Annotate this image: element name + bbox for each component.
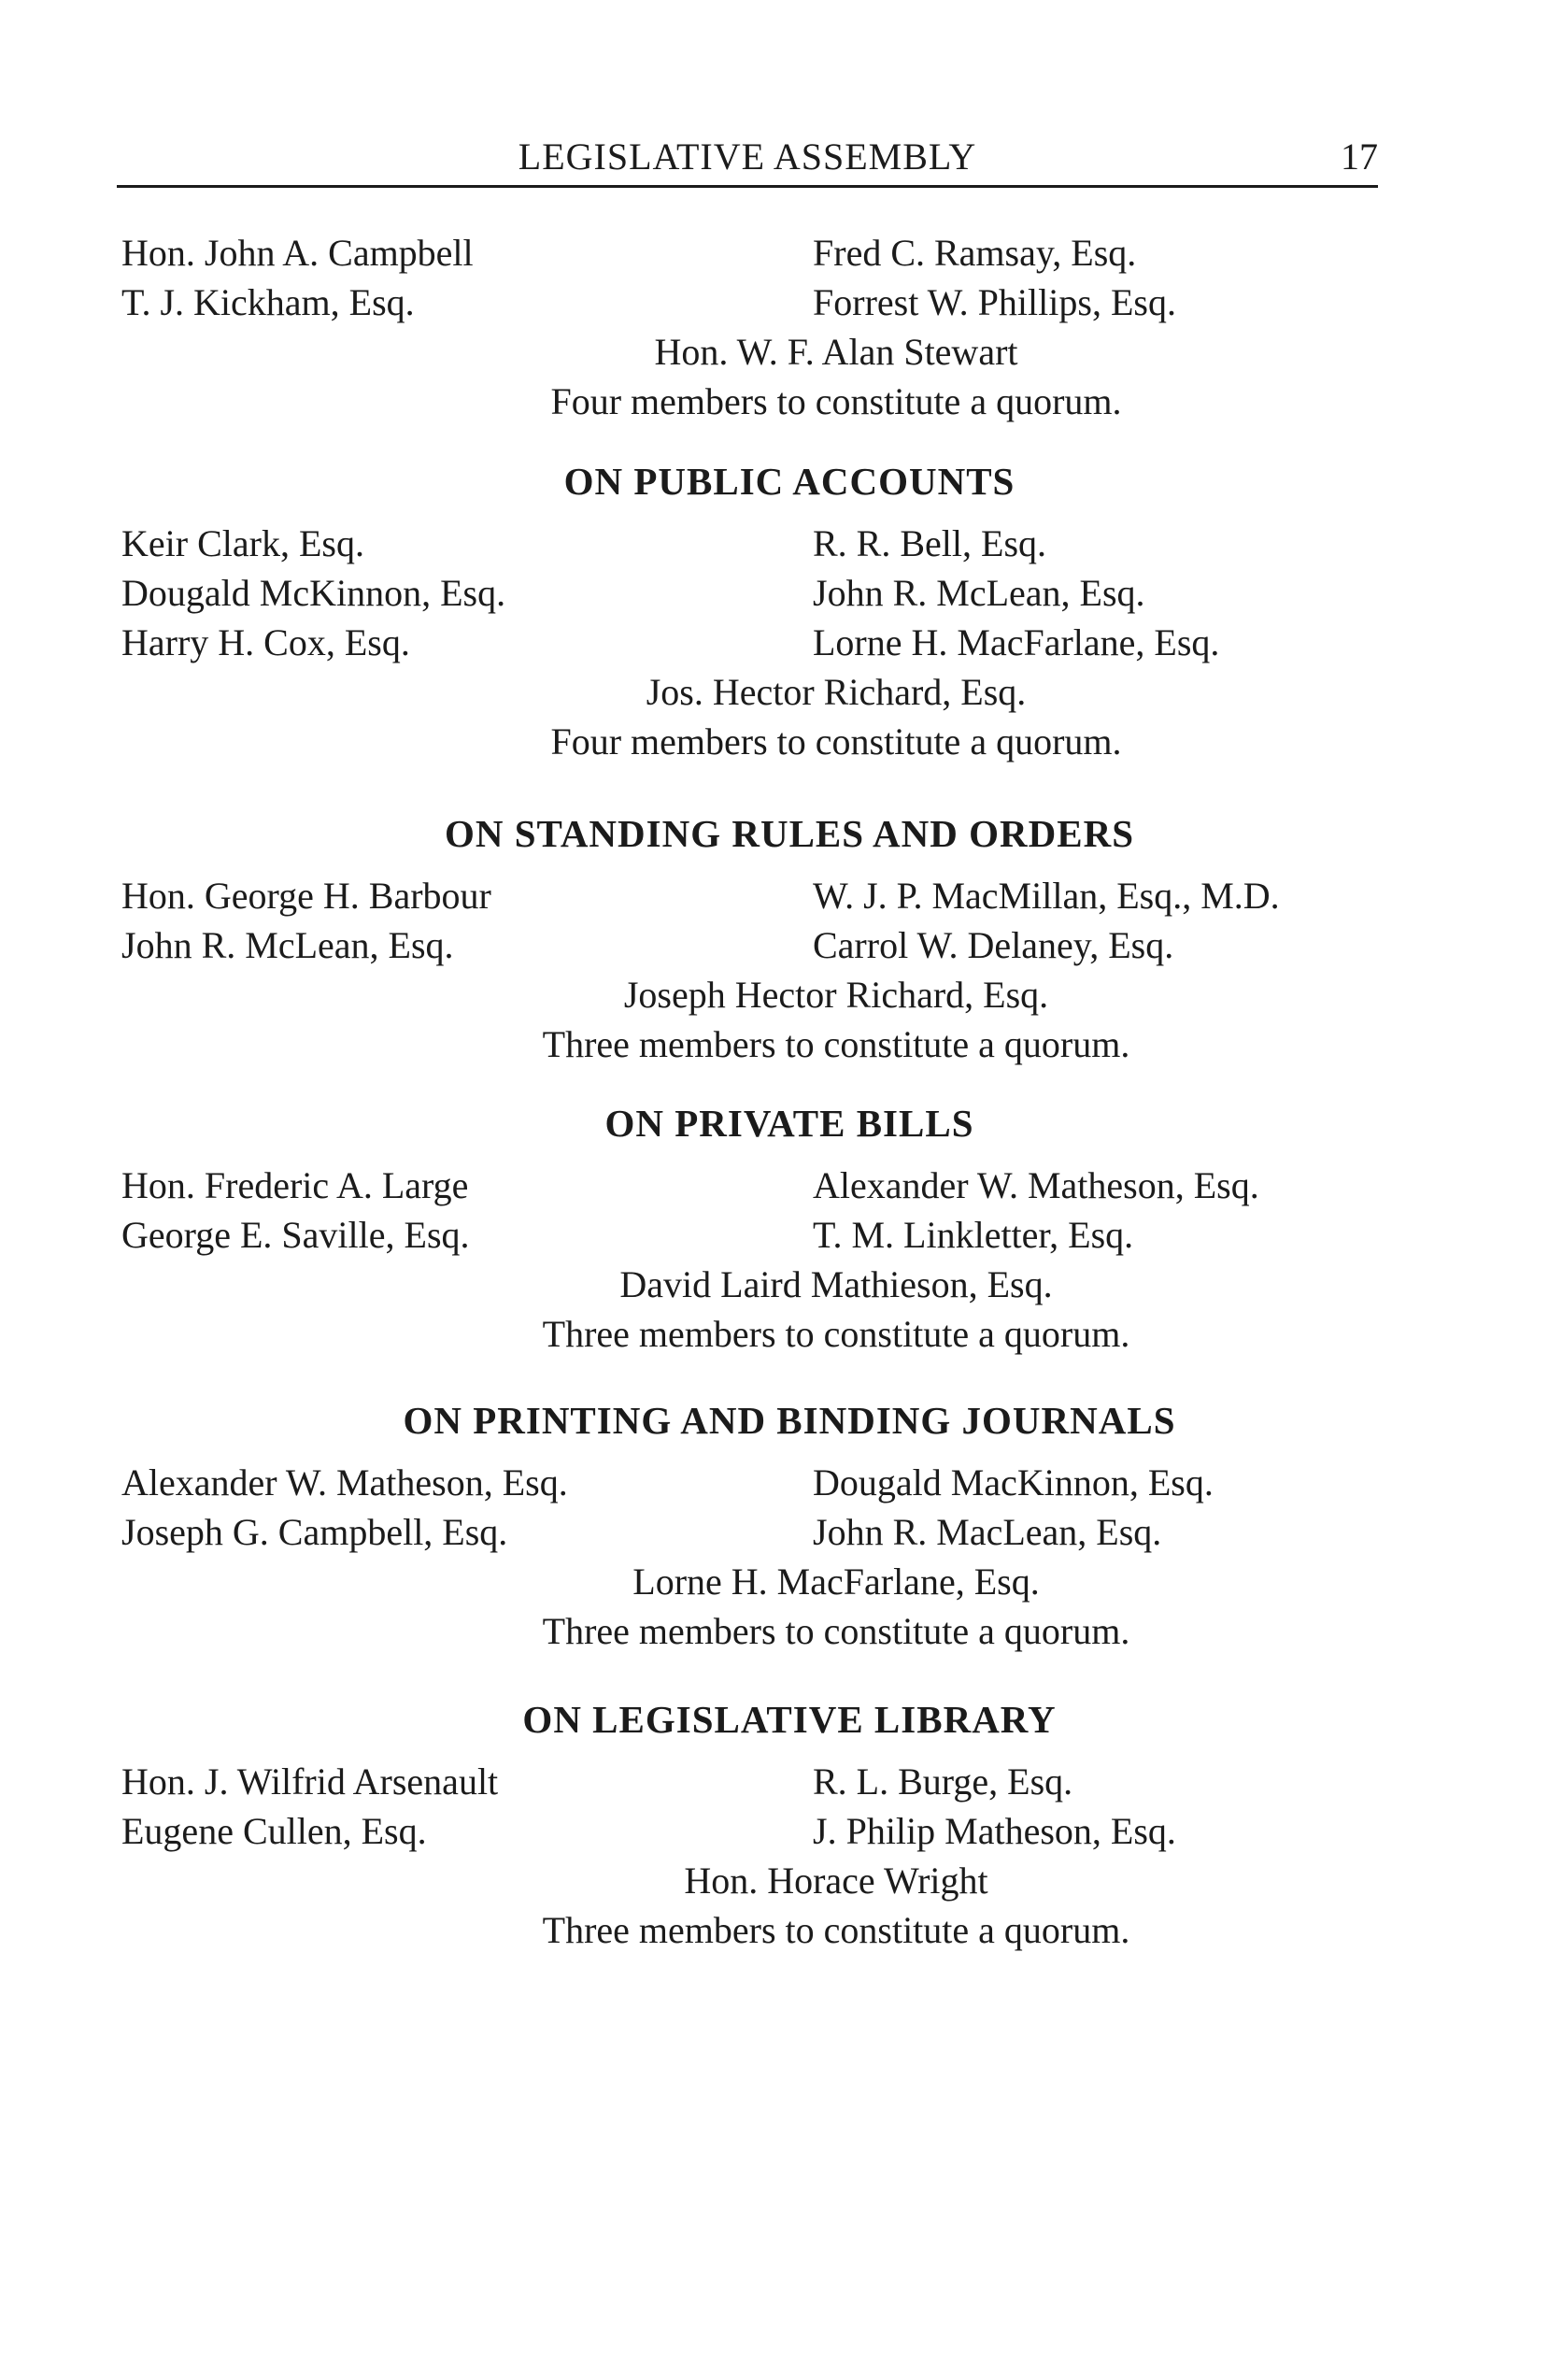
member-row (121, 1210, 1383, 1260)
member-name: T. M. Linkletter, Esq. (813, 1214, 1134, 1256)
committee-continued (121, 228, 1383, 426)
committee-public-accounts (121, 453, 1383, 766)
member-name: Alexander W. Matheson, Esq. (813, 1164, 1259, 1206)
member-row (121, 920, 1383, 970)
member-name: J. Philip Matheson, Esq. (813, 1810, 1176, 1852)
committee-standing-rules (121, 805, 1383, 1069)
member-row (121, 1161, 1383, 1210)
member-name: R. R. Bell, Esq. (813, 522, 1047, 564)
member-name: Hon. George H. Barbour (121, 875, 491, 917)
page-header (117, 131, 1378, 187)
quorum-note: Four members to constitute a quorum. (550, 720, 1122, 762)
member-name: Joseph G. Campbell, Esq. (121, 1511, 508, 1553)
member-name: Carrol W. Delaney, Esq. (813, 924, 1174, 966)
member-name: John R. MacLean, Esq. (813, 1511, 1162, 1553)
member-row (121, 519, 1383, 568)
member-name: Harry H. Cox, Esq. (121, 621, 410, 663)
member-name: John R. McLean, Esq. (813, 572, 1145, 614)
member-name: R. L. Burge, Esq. (813, 1760, 1073, 1803)
running-title: LEGISLATIVE ASSEMBLY (518, 135, 977, 178)
member-name: John R. McLean, Esq. (121, 924, 454, 966)
member-row (121, 618, 1383, 667)
center-member: Lorne H. MacFarlane, Esq. (632, 1561, 1040, 1603)
member-name: George E. Saville, Esq. (121, 1214, 470, 1256)
member-row (121, 568, 1383, 618)
committee-private-bills (121, 1095, 1383, 1359)
center-member: Jos. Hector Richard, Esq. (646, 671, 1027, 713)
member-name: T. J. Kickham, Esq. (121, 281, 415, 323)
committee-legislative-library (121, 1691, 1383, 1955)
center-member: Hon. W. F. Alan Stewart (654, 331, 1018, 373)
page-number: 17 (1341, 135, 1378, 178)
section-heading: ON STANDING RULES AND ORDERS (444, 812, 1135, 855)
header-rule (117, 185, 1378, 188)
member-name: Hon. John A. Campbell (121, 232, 474, 274)
quorum-note: Three members to constitute a quorum. (542, 1909, 1130, 1951)
quorum-note: Three members to constitute a quorum. (542, 1313, 1130, 1355)
member-name: Dougald MacKinnon, Esq. (813, 1461, 1214, 1504)
member-row (121, 228, 1383, 278)
committee-printing-binding (121, 1392, 1383, 1656)
member-name: Fred C. Ramsay, Esq. (813, 232, 1137, 274)
member-name: Eugene Cullen, Esq. (121, 1810, 427, 1852)
member-name: Hon. Frederic A. Large (121, 1164, 469, 1206)
section-heading: ON PUBLIC ACCOUNTS (563, 460, 1015, 503)
member-row (121, 278, 1383, 327)
member-row (121, 1458, 1383, 1507)
quorum-note: Four members to constitute a quorum. (550, 380, 1122, 422)
section-heading: ON PRINTING AND BINDING JOURNALS (403, 1399, 1176, 1442)
member-name: Hon. J. Wilfrid Arsenault (121, 1760, 499, 1803)
member-name: Keir Clark, Esq. (121, 522, 364, 564)
quorum-note: Three members to constitute a quorum. (542, 1610, 1130, 1652)
member-row (121, 1806, 1383, 1856)
quorum-note: Three members to constitute a quorum. (542, 1023, 1130, 1065)
section-heading: ON LEGISLATIVE LIBRARY (522, 1698, 1057, 1741)
member-name: Dougald McKinnon, Esq. (121, 572, 506, 614)
member-row (121, 1757, 1383, 1806)
member-row (121, 1507, 1383, 1557)
member-name: Lorne H. MacFarlane, Esq. (813, 621, 1220, 663)
center-member: Hon. Horace Wright (684, 1860, 988, 1902)
member-name: Alexander W. Matheson, Esq. (121, 1461, 568, 1504)
member-name: W. J. P. MacMillan, Esq., M.D. (813, 875, 1280, 917)
section-heading: ON PRIVATE BILLS (604, 1102, 974, 1145)
center-member: Joseph Hector Richard, Esq. (623, 974, 1049, 1016)
member-row (121, 871, 1383, 920)
center-member: David Laird Mathieson, Esq. (619, 1263, 1053, 1305)
member-name: Forrest W. Phillips, Esq. (813, 281, 1176, 323)
